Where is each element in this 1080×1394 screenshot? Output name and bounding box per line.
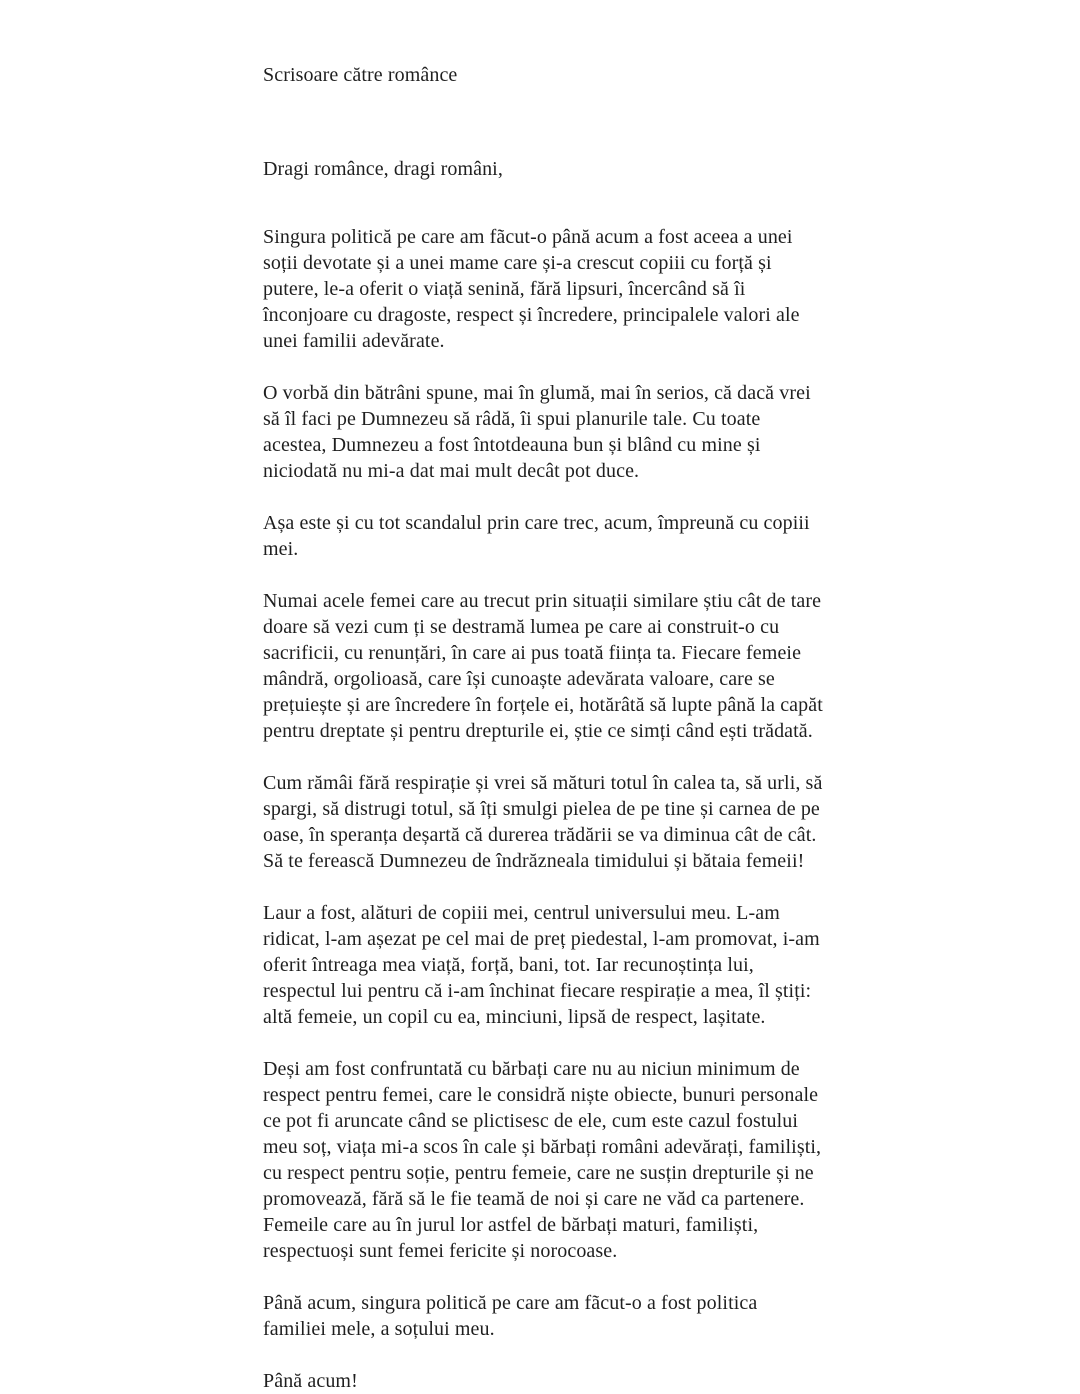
letter-body (263, 62, 823, 1394)
letter-paragraph: Până acum, singura politică pe care am fãcut-o a fost politica familiei mele, a soțului meu. (263, 1292, 758, 1340)
letter-paragraph: Deși am fost confruntată cu bărbați care nu au niciun minimum de respect pentru femei, care le considră niște obiecte, bunuri personale ce pot fi aruncate când se plictisesc de ele, cum este cazul fostului meu soț, viața mi-a scos în cale și bărbați români adevărați, familiști, cu respect pentru soție, pentru femeie, care ne susțin drepturile și ne promovează, fără să le fie teamă de noi și care ne văd ca partenere. Femeile care au în jurul lor astfel de bărbați maturi, familiști, respectuoși sunt femei fericite și norocoase. (263, 1058, 822, 1262)
letter-paragraph: Așa este și cu tot scandalul prin care trec, acum, împreună cu copiii mei. (263, 512, 810, 560)
letter-paragraph: Singura politică pe care am fãcut-o până acum a fost aceea a unei soții devotate și a unei mame care și-a crescut copiii cu forță și putere, le-a oferit o viață senină, fără lipsuri, încercând să îi înconjoare cu dragoste, respect și încredere, principalele valori ale unei familii adevărate. (263, 226, 800, 352)
letter-paragraph: Cum rămâi fără respirație și vrei să mături totul în calea ta, să urli, să spargi, să distrugi totul, să îți smulgi pielea de pe tine și carnea de pe oase, în speranța deșartă că durerea trădării se va diminua cât de cât. Să te ferească Dumnezeu de îndrăzneala timidului și bătaia femeii! (263, 772, 823, 872)
letter-paragraph: Numai acele femei care au trecut prin situații similare știu cât de tare doare să vezi cum ți se destramă lumea pe care ai construit-o cu sacrificii, cu renunțări, în care ai pus toată ființa ta. Fiecare femeie mândră, orgolioasă, care își cunoaște adevărata valoare, care se prețuiește și are încredere în forțele ei, hotărâtă să lupte până la capăt pentru dreptate și pentru drepturile ei, știe ce simți când ești trădată. (263, 590, 823, 742)
letter-paragraph: Laur a fost, alături de copiii mei, centrul universului meu. L-am ridicat, l-am așezat pe cel mai de preț piedestal, l-am promovat, i-am oferit întreaga mea viață, forță, bani, tot. Iar recunoștința lui, respectul lui pentru că i-am închinat fiecare respirație a mea, îl știți: altă femeie, un copil cu ea, minciuni, lipsă de respect, lașitate. (263, 902, 820, 1028)
letter-title: Scrisoare către românce (263, 64, 458, 86)
letter-salutation: Dragi românce, dragi români, (263, 158, 503, 180)
letter-paragraph: Până acum! (263, 1370, 358, 1392)
letter-paragraph: O vorbă din bătrâni spune, mai în glumă, mai în serios, că dacă vrei să îl faci pe Dumnezeu să râdă, îi spui planurile tale. Cu toate acestea, Dumnezeu a fost întotdeauna bun și blând cu mine și niciodată nu mi-a dat mai mult decât pot duce. (263, 382, 811, 482)
